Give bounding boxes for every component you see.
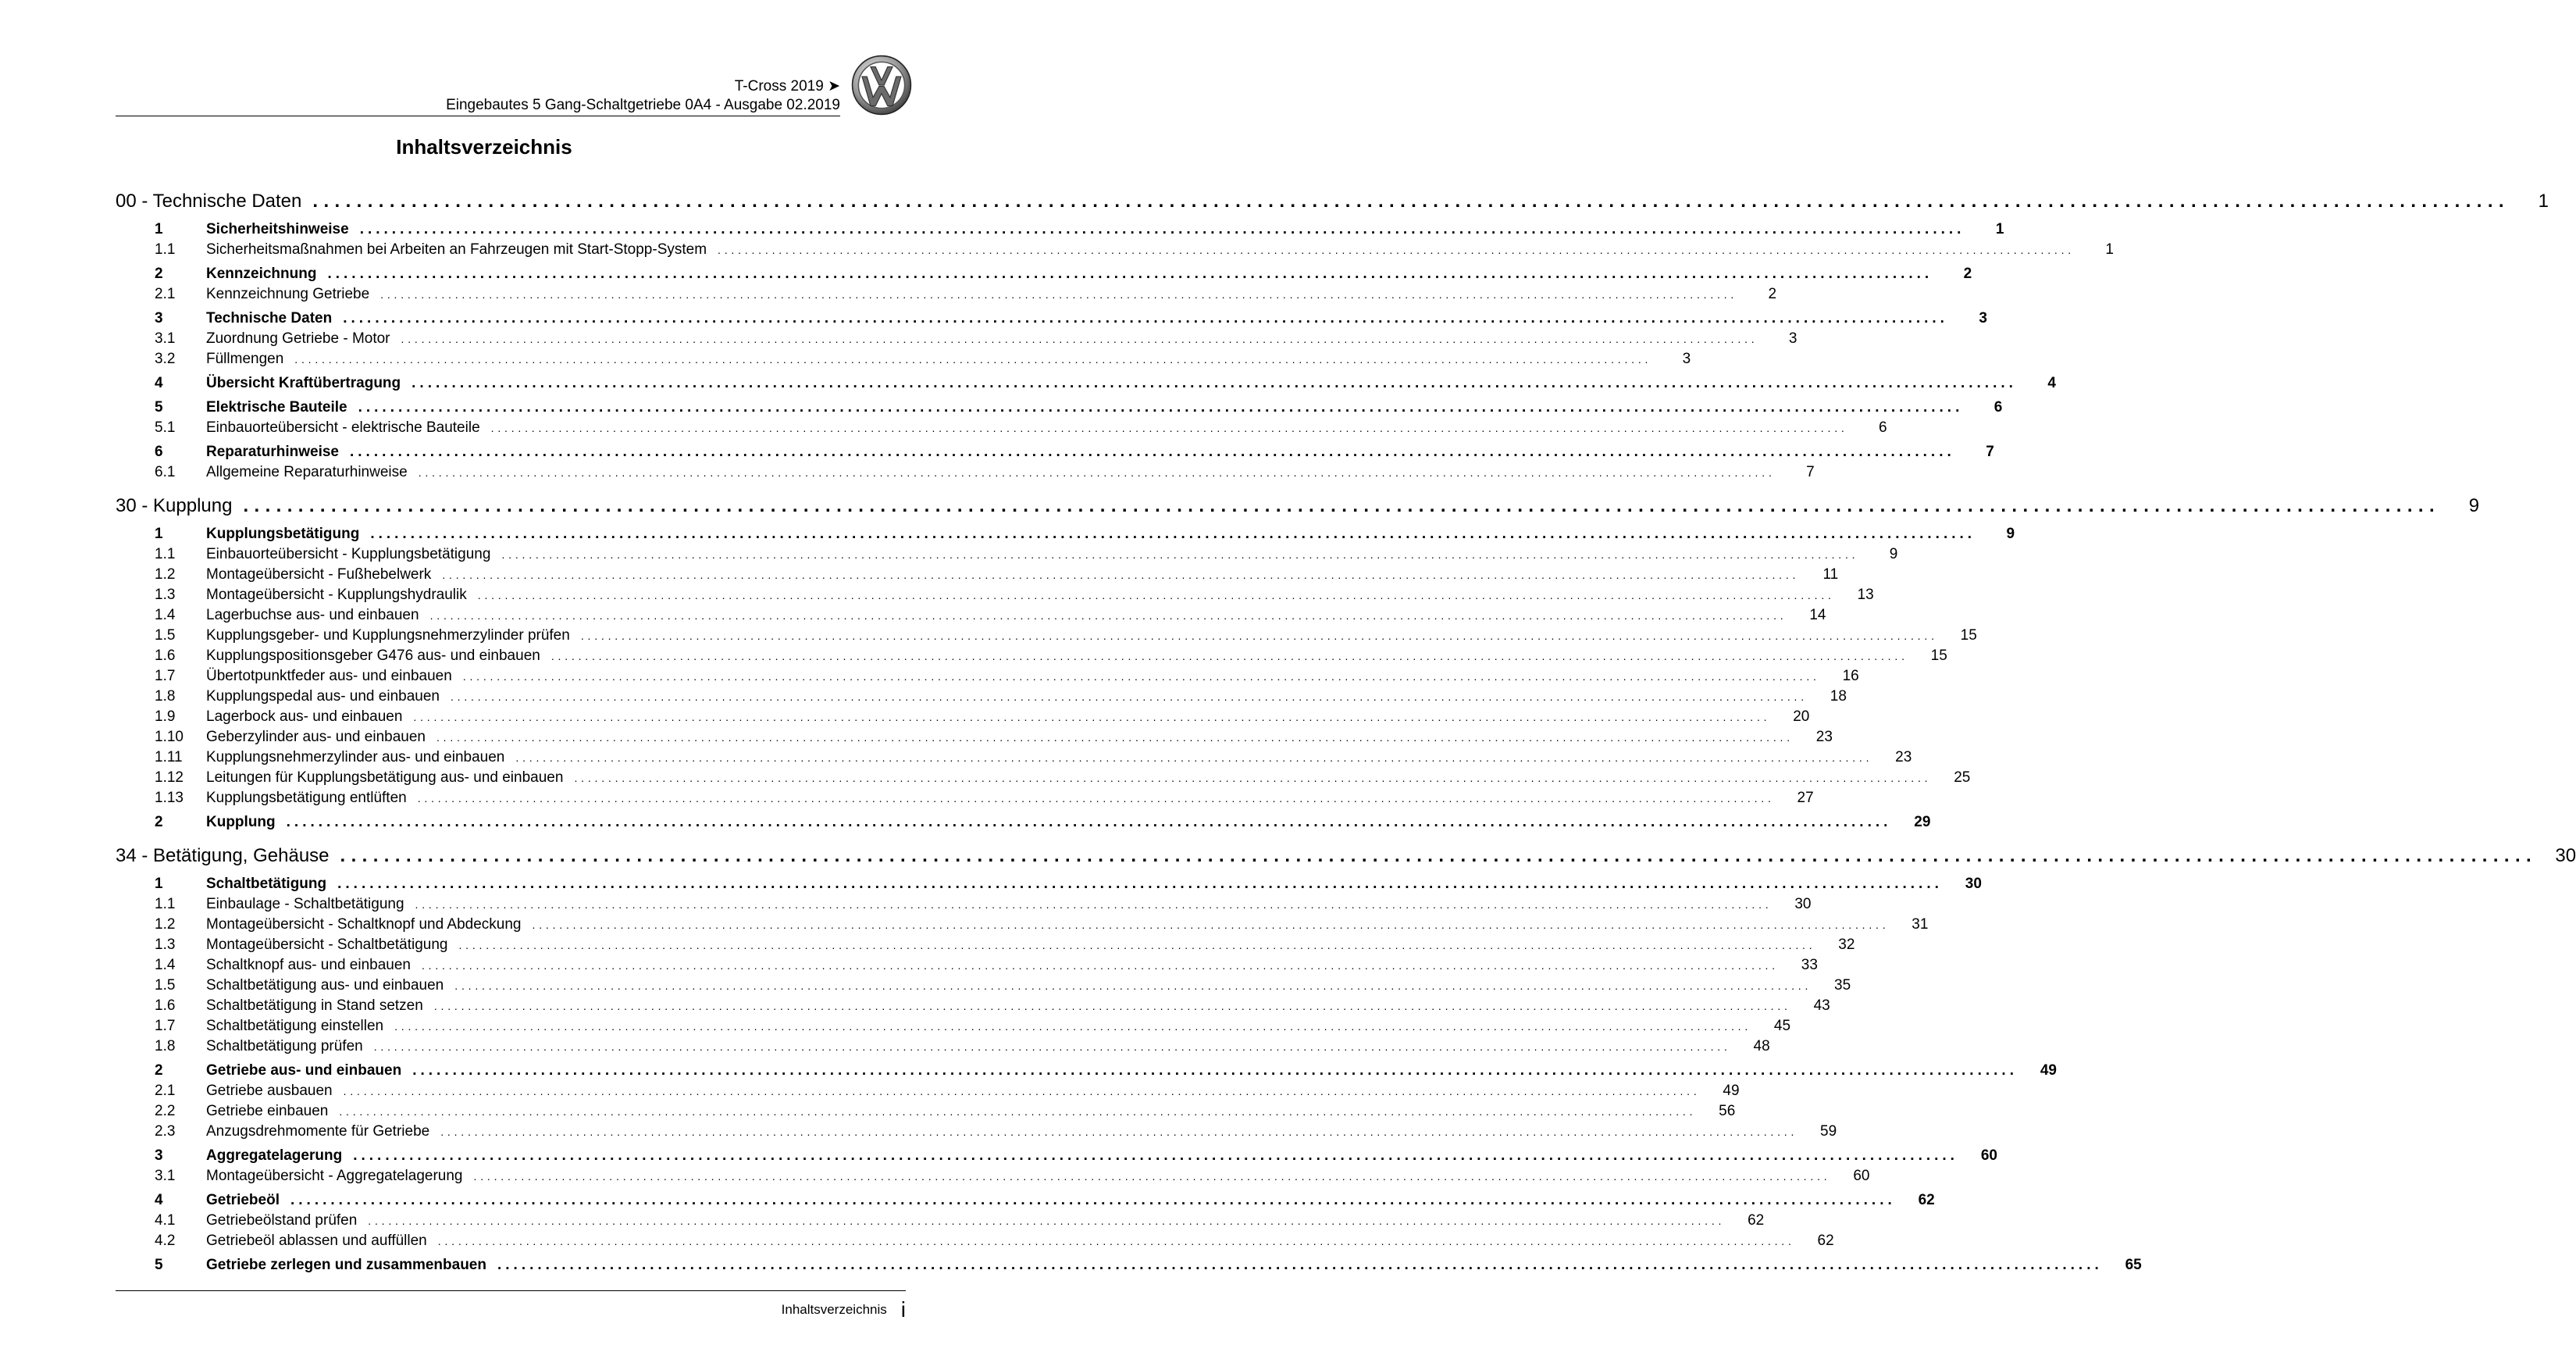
dot-leader: ........................................................................................................................................................................................................ xyxy=(415,898,1773,911)
dot-leader: ........................................................................................................................................................................................................ xyxy=(359,221,1965,237)
toc-entry-page: 9 xyxy=(2468,495,2480,516)
toc-entry-number: 2 xyxy=(155,814,163,830)
toc-entry-title: Aggregatelagerung xyxy=(206,1147,343,1164)
dot-leader: ........................................................................................................................................................................................................ xyxy=(550,650,1908,662)
toc-entry-title: Einbauorteübersicht - Kupplungsbetätigung xyxy=(206,546,491,562)
toc-entry-title: Kupplungspedal aus- und einbauen xyxy=(206,688,440,705)
toc-entry-title: Sicherheitsmaßnahmen bei Arbeiten an Fahrzeugen mit Start-Stopp-System xyxy=(206,241,707,258)
dot-leader: ........................................................................................................................................................................................................ xyxy=(343,310,1948,326)
toc-entry-number: 1.7 xyxy=(155,1018,176,1034)
toc-entry-page: 2 xyxy=(1963,266,1972,282)
toc-entry-title: Getriebeölstand prüfen xyxy=(206,1212,358,1229)
toc-entry-page: 6 xyxy=(1879,419,1887,436)
header-model-line xyxy=(735,78,840,95)
toc-entry-number: 5.1 xyxy=(155,419,176,436)
toc-entry-number: 3.2 xyxy=(155,351,176,367)
dot-leader: ........................................................................................................................................................................................................ xyxy=(413,711,1771,723)
toc-entry-page: 15 xyxy=(1930,648,1947,664)
toc-entry-page: 32 xyxy=(1838,937,1855,953)
toc-entry-page: 9 xyxy=(1889,546,1898,562)
toc-sub-entry[interactable] xyxy=(116,727,1833,747)
header-model: T-Cross 2019 xyxy=(734,78,824,95)
toc-entry-title: Lagerbock aus- und einbauen xyxy=(206,708,403,725)
toc-entry-title: Füllmengen xyxy=(206,351,284,367)
toc-entry-number: 5 xyxy=(155,399,163,416)
toc-entry-page: 49 xyxy=(2040,1062,2057,1079)
toc-entry-number: 1.4 xyxy=(155,957,176,973)
dot-leader: ........................................................................................................................................................................................................ xyxy=(501,548,1859,561)
toc-entry-title: Getriebe ausbauen xyxy=(206,1083,333,1099)
dot-leader: ........................................................................................................................................................................................................ xyxy=(421,959,1779,972)
page-footer xyxy=(116,1290,906,1322)
toc-sub-entry[interactable] xyxy=(116,418,1887,438)
toc-entry-page: 60 xyxy=(1980,1147,1997,1164)
footer-page-number: i xyxy=(900,1297,906,1322)
toc-sub-entry[interactable] xyxy=(116,284,1777,305)
toc-entry-title: Übertotpunktfeder aus- und einbauen xyxy=(206,668,452,684)
toc-entry-title: Technische Daten xyxy=(206,310,333,326)
toc-section-entry[interactable] xyxy=(116,1190,1935,1211)
toc-entry-page: 59 xyxy=(1820,1123,1837,1140)
toc-chapter-entry[interactable] xyxy=(116,842,2576,870)
toc-sub-entry[interactable] xyxy=(116,707,1810,727)
dot-leader: ........................................................................................................................................................................................................ xyxy=(373,1040,1731,1053)
dot-leader: ........................................................................................................................................................................................................ xyxy=(286,814,1892,830)
toc-entry-title: Einbaulage - Schaltbetätigung xyxy=(206,896,404,912)
dot-leader: ........................................................................................................................................................................................................ xyxy=(418,466,1776,479)
dot-leader: ........................................................................................................................................................................................................ xyxy=(433,1000,1791,1012)
toc-entry-page: 23 xyxy=(1815,729,1833,745)
dot-leader: ........................................................................................................................................................................................................ xyxy=(340,845,2538,866)
toc-section-entry[interactable] xyxy=(116,373,2056,394)
toc-sub-entry[interactable] xyxy=(116,1166,1870,1186)
dot-leader: ........................................................................................................................................................................................................ xyxy=(343,1085,1701,1097)
toc-sub-entry[interactable] xyxy=(116,976,1851,996)
toc-entry-page: 11 xyxy=(1822,566,1839,583)
toc-entry-page: 7 xyxy=(1806,464,1815,480)
toc-entry-number: 1.12 xyxy=(155,769,183,786)
toc-sub-entry[interactable] xyxy=(116,747,1912,768)
toc-sub-entry[interactable] xyxy=(116,329,1797,349)
toc-entry-number: 1 xyxy=(155,526,163,542)
toc-sub-entry[interactable] xyxy=(116,585,1874,605)
toc-entry-number: 1.4 xyxy=(155,607,176,623)
toc-entry-number: 4.2 xyxy=(155,1233,176,1249)
toc-entry-title: Reparaturhinweise xyxy=(206,444,339,460)
toc-entry-page: 14 xyxy=(1809,607,1826,623)
dot-leader: ........................................................................................................................................................................................................ xyxy=(412,375,2017,391)
toc-entry-page: 18 xyxy=(1830,688,1847,705)
toc-entry-page: 16 xyxy=(1842,668,1859,684)
dot-leader: ........................................................................................................................................................................................................ xyxy=(312,191,2510,212)
toc-entry-title: Einbauorteübersicht - elektrische Bauteile xyxy=(206,419,480,436)
dot-leader: ........................................................................................................................................................................................................ xyxy=(243,495,2441,516)
dot-leader: ........................................................................................................................................................................................................ xyxy=(350,444,1955,460)
toc-entry-number: 2 xyxy=(155,266,163,282)
toc-entry-page: 62 xyxy=(1918,1192,1935,1208)
toc-entry-number: 1.7 xyxy=(155,668,176,684)
toc-sub-entry[interactable] xyxy=(116,565,1839,585)
toc-sub-entry[interactable] xyxy=(116,1081,1740,1101)
dot-leader: ........................................................................................................................................................................................................ xyxy=(574,772,1932,784)
toc-sub-entry[interactable] xyxy=(116,1231,1834,1251)
toc-entry-number: 1.6 xyxy=(155,648,176,664)
toc-entry-title: Schaltbetätigung xyxy=(206,876,327,892)
toc-entry-page: 1 xyxy=(1995,221,2004,237)
toc-entry-number: 4.1 xyxy=(155,1212,176,1229)
toc-entry-number: 5 xyxy=(155,1257,163,1273)
toc-entry-number: 3 xyxy=(155,1147,163,1164)
toc-entry-title: Montageübersicht - Schaltknopf und Abdeckung xyxy=(206,916,522,933)
toc-entry-page: 30 xyxy=(2555,845,2576,866)
toc-entry-number: 3.1 xyxy=(155,1168,176,1184)
toc-entry-number: 2.1 xyxy=(155,1083,176,1099)
dot-leader: ........................................................................................................................................................................................................ xyxy=(458,939,1816,951)
toc-entry-page: 49 xyxy=(1723,1083,1740,1099)
toc-entry-number: 2 xyxy=(155,1062,163,1079)
toc-sub-entry[interactable] xyxy=(116,605,1826,626)
toc-entry-title: Schaltbetätigung prüfen xyxy=(206,1038,363,1054)
dot-leader: ........................................................................................................................................................................................................ xyxy=(477,589,1835,601)
dot-leader: ........................................................................................................................................................................................................ xyxy=(450,690,1808,703)
toc-entry-page: 20 xyxy=(1793,708,1810,725)
dot-leader: ........................................................................................................................................................................................................ xyxy=(339,1105,1697,1118)
toc-entry-page: 65 xyxy=(2125,1257,2142,1273)
toc-entry-title: Schaltbetätigung aus- und einbauen xyxy=(206,977,444,994)
toc-entry-number: 1.1 xyxy=(155,896,176,912)
document-title: Inhaltsverzeichnis xyxy=(396,135,572,159)
toc-entry-page: 3 xyxy=(1979,310,1987,326)
toc-sub-entry[interactable] xyxy=(116,768,1971,788)
toc-entry-title: Getriebe zerlegen und zusammenbauen xyxy=(206,1257,486,1273)
toc-sub-entry[interactable] xyxy=(116,935,1855,955)
toc-sub-entry[interactable] xyxy=(116,1016,1791,1036)
toc-section-entry[interactable] xyxy=(116,524,2015,544)
toc-entry-number: 4 xyxy=(155,375,163,391)
toc-entry-number: 1.6 xyxy=(155,997,176,1014)
toc-entry-title: Montageübersicht - Kupplungshydraulik xyxy=(206,587,467,603)
toc-entry-page: 13 xyxy=(1857,587,1874,603)
toc-entry-page: 62 xyxy=(1748,1212,1765,1229)
toc-sub-entry[interactable] xyxy=(116,349,1691,369)
toc-entry-number: 1 xyxy=(155,221,163,237)
toc-entry-page: 45 xyxy=(1773,1018,1791,1034)
dot-leader: ........................................................................................................................................................................................................ xyxy=(515,751,1873,764)
toc-entry-title: Kupplung xyxy=(206,814,276,830)
dot-leader: ........................................................................................................................................................................................................ xyxy=(327,266,1933,282)
toc-sub-entry[interactable] xyxy=(116,955,1818,976)
toc-sub-entry[interactable] xyxy=(116,666,1859,687)
header-subtitle: Eingebautes 5 Gang-Schaltgetriebe 0A4 - Ausgabe 02.2019 xyxy=(446,97,840,113)
toc-entry-title: Getriebeöl xyxy=(206,1192,280,1208)
dot-leader: ........................................................................................................................................................................................................ xyxy=(294,353,1652,366)
dot-leader: ........................................................................................................................................................................................................ xyxy=(473,1170,1831,1183)
toc-entry-title: Schaltbetätigung in Stand setzen xyxy=(206,997,423,1014)
toc-entry-title: Getriebe einbauen xyxy=(206,1103,329,1119)
dot-leader: ........................................................................................................................................................................................................ xyxy=(358,399,1964,416)
toc-entry-page: 30 xyxy=(1794,896,1812,912)
toc-entry-title: Elektrische Bauteile xyxy=(206,399,347,416)
toc-entry-page: 9 xyxy=(2006,526,2015,542)
dot-leader: ........................................................................................................................................................................................................ xyxy=(353,1147,1958,1164)
toc-entry-title: Geberzylinder aus- und einbauen xyxy=(206,729,426,745)
toc-entry-page: 6 xyxy=(1993,399,2003,416)
toc-section-entry[interactable] xyxy=(116,398,2003,418)
toc-entry-title: Allgemeine Reparaturhinweise xyxy=(206,464,408,480)
dot-leader: ........................................................................................................................................................................................................ xyxy=(497,1257,2103,1273)
toc-entry-title: Zuordnung Getriebe - Motor xyxy=(206,330,390,347)
toc-sub-entry[interactable] xyxy=(116,462,1815,483)
toc-entry-page: 3 xyxy=(1788,330,1797,347)
toc-entry-number: 1.8 xyxy=(155,688,176,705)
toc-sub-entry[interactable] xyxy=(116,894,1812,915)
toc-entry-number: 2.3 xyxy=(155,1123,176,1140)
dot-leader: ........................................................................................................................................................................................................ xyxy=(337,876,1943,892)
toc-entry-page: 48 xyxy=(1753,1038,1770,1054)
toc-entry-page: 7 xyxy=(1986,444,1994,460)
toc-entry-number: 6 xyxy=(155,444,163,460)
toc-chapter-entry[interactable] xyxy=(116,187,2549,216)
dot-leader: ........................................................................................................................................................................................................ xyxy=(380,288,1738,301)
toc-entry-page: 56 xyxy=(1719,1103,1736,1119)
toc-entry-number: 1.13 xyxy=(155,790,183,806)
dot-leader: ........................................................................................................................................................................................................ xyxy=(436,731,1794,744)
toc-entry-title: Übersicht Kraftübertragung xyxy=(206,375,401,391)
toc-section-entry[interactable] xyxy=(116,442,1994,462)
dot-leader: ........................................................................................................................................................................................................ xyxy=(394,1020,1752,1033)
toc-entry-page: 33 xyxy=(1801,957,1818,973)
toc-entry-title: Anzugsdrehmomente für Getriebe xyxy=(206,1123,430,1140)
vw-logo-icon xyxy=(851,55,912,116)
toc-entry-number: 1.3 xyxy=(155,937,176,953)
toc-entry-number: 1.9 xyxy=(155,708,176,725)
toc-sub-entry[interactable] xyxy=(116,788,1814,808)
toc-entry-page: 23 xyxy=(1895,749,1912,765)
toc-entry-page: 3 xyxy=(1682,351,1691,367)
toc-sub-entry[interactable] xyxy=(116,1211,1765,1231)
toc-entry-title: Kupplungsbetätigung entlüften xyxy=(206,790,407,806)
dot-leader: ........................................................................................................................................................................................................ xyxy=(412,1062,2018,1079)
toc-entry-page: 31 xyxy=(1912,916,1929,933)
toc-entry-page: 29 xyxy=(1914,814,1931,830)
page-header xyxy=(116,75,840,116)
toc-entry-number: 1 xyxy=(155,876,163,892)
toc-section-entry[interactable] xyxy=(116,219,2004,240)
toc-entry-number: 2.2 xyxy=(155,1103,176,1119)
toc-section-entry[interactable] xyxy=(116,1255,2142,1275)
toc-entry-number: 4 xyxy=(155,1192,163,1208)
dot-leader: ........................................................................................................................................................................................................ xyxy=(454,979,1812,992)
dot-leader: ........................................................................................................................................................................................................ xyxy=(442,569,1800,581)
toc-entry-title: Leitungen für Kupplungsbetätigung aus- und einbauen xyxy=(206,769,564,786)
dot-leader: ........................................................................................................................................................................................................ xyxy=(370,526,1976,542)
dot-leader: ........................................................................................................................................................................................................ xyxy=(368,1215,1726,1227)
toc-entry-title: Montageübersicht - Fußhebelwerk xyxy=(206,566,432,583)
toc-entry-title: Getriebeöl ablassen und auffüllen xyxy=(206,1233,427,1249)
toc-entry-page: 35 xyxy=(1834,977,1851,994)
toc-entry-title: Montageübersicht - Aggregatelagerung xyxy=(206,1168,463,1184)
toc-entry-number: 6.1 xyxy=(155,464,176,480)
toc-sub-entry[interactable] xyxy=(116,915,1929,935)
toc-section-entry[interactable] xyxy=(116,874,1982,894)
toc-chapter-entry[interactable] xyxy=(116,492,2480,520)
dot-leader: ........................................................................................................................................................................................................ xyxy=(401,333,1758,345)
toc-entry-page: 27 xyxy=(1797,790,1814,806)
toc-section-entry[interactable] xyxy=(116,1146,1997,1166)
toc-entry-number: 1.5 xyxy=(155,977,176,994)
toc-entry-number: 1.2 xyxy=(155,916,176,933)
toc-entry-number: 1.5 xyxy=(155,627,176,644)
toc-sub-entry[interactable] xyxy=(116,996,1830,1016)
toc-entry-number: 1.1 xyxy=(155,241,176,258)
dot-leader: ........................................................................................................................................................................................................ xyxy=(290,1192,1896,1208)
toc-entry-title: Kennzeichnung Getriebe xyxy=(206,286,370,302)
toc-entry-page: 2 xyxy=(1768,286,1777,302)
toc-entry-title: Sicherheitshinweise xyxy=(206,221,349,237)
toc-entry-title: Lagerbuchse aus- und einbauen xyxy=(206,607,419,623)
footer-label: Inhaltsverzeichnis xyxy=(781,1302,887,1317)
dot-leader: ........................................................................................................................................................................................................ xyxy=(437,1235,1795,1247)
toc-entry-title: Kupplungspositionsgeber G476 aus- und einbauen xyxy=(206,648,540,664)
toc-entry-page: 60 xyxy=(1853,1168,1870,1184)
toc-sub-entry[interactable] xyxy=(116,544,1898,565)
table-of-contents xyxy=(116,187,2576,1275)
toc-entry-title: Schaltbetätigung einstellen xyxy=(206,1018,384,1034)
toc-entry-title: Getriebe aus- und einbauen xyxy=(206,1062,402,1079)
toc-entry-page: 25 xyxy=(1954,769,1971,786)
dot-leader: ........................................................................................................................................................................................................ xyxy=(462,670,1820,683)
toc-entry-number: 1.8 xyxy=(155,1038,176,1054)
toc-entry-title: Montageübersicht - Schaltbetätigung xyxy=(206,937,448,953)
toc-entry-number: 1.11 xyxy=(155,749,183,765)
toc-entry-title: 00 - Technische Daten xyxy=(116,191,302,212)
dot-leader: ........................................................................................................................................................................................................ xyxy=(580,630,1938,642)
toc-sub-entry[interactable] xyxy=(116,1101,1736,1122)
toc-section-entry[interactable] xyxy=(116,1061,2057,1081)
toc-entry-number: 1.3 xyxy=(155,587,176,603)
toc-sub-entry[interactable] xyxy=(116,240,2114,260)
toc-entry-number: 1.1 xyxy=(155,546,176,562)
toc-entry-title: Kupplungsgeber- und Kupplungsnehmerzylinder prüfen xyxy=(206,627,570,644)
toc-entry-page: 1 xyxy=(2538,191,2549,212)
toc-entry-page: 62 xyxy=(1817,1233,1834,1249)
toc-entry-title: Schaltknopf aus- und einbauen xyxy=(206,957,411,973)
toc-entry-number: 2.1 xyxy=(155,286,176,302)
toc-sub-entry[interactable] xyxy=(116,1122,1837,1142)
toc-sub-entry[interactable] xyxy=(116,687,1847,707)
arrow-right-icon: ➤ xyxy=(828,78,840,95)
toc-entry-title: 30 - Kupplung xyxy=(116,495,233,516)
toc-entry-title: Kupplungsnehmerzylinder aus- und einbauen xyxy=(206,749,505,765)
dot-leader: ........................................................................................................................................................................................................ xyxy=(440,1126,1798,1138)
toc-entry-title: Kennzeichnung xyxy=(206,266,317,282)
toc-entry-number: 3.1 xyxy=(155,330,176,347)
dot-leader: ........................................................................................................................................................................................................ xyxy=(417,792,1775,805)
dot-leader: ........................................................................................................................................................................................................ xyxy=(718,244,2075,256)
toc-sub-entry[interactable] xyxy=(116,626,1977,646)
toc-entry-page: 30 xyxy=(1965,876,1982,892)
dot-leader: ........................................................................................................................................................................................................ xyxy=(532,919,1890,931)
toc-entry-number: 1.2 xyxy=(155,566,176,583)
toc-sub-entry[interactable] xyxy=(116,1036,1770,1057)
toc-entry-title: Kupplungsbetätigung xyxy=(206,526,360,542)
toc-entry-title: 34 - Betätigung, Gehäuse xyxy=(116,845,330,866)
dot-leader: ........................................................................................................................................................................................................ xyxy=(490,422,1848,434)
toc-section-entry[interactable] xyxy=(116,812,1931,833)
toc-entry-page: 15 xyxy=(1960,627,1977,644)
toc-entry-page: 1 xyxy=(2105,241,2114,258)
toc-entry-page: 4 xyxy=(2047,375,2056,391)
toc-entry-number: 1.10 xyxy=(155,729,183,745)
toc-entry-page: 43 xyxy=(1813,997,1830,1014)
toc-entry-number: 3 xyxy=(155,310,163,326)
toc-section-entry[interactable] xyxy=(116,309,1987,329)
toc-section-entry[interactable] xyxy=(116,264,1972,284)
toc-sub-entry[interactable] xyxy=(116,646,1947,666)
dot-leader: ........................................................................................................................................................................................................ xyxy=(429,609,1787,622)
